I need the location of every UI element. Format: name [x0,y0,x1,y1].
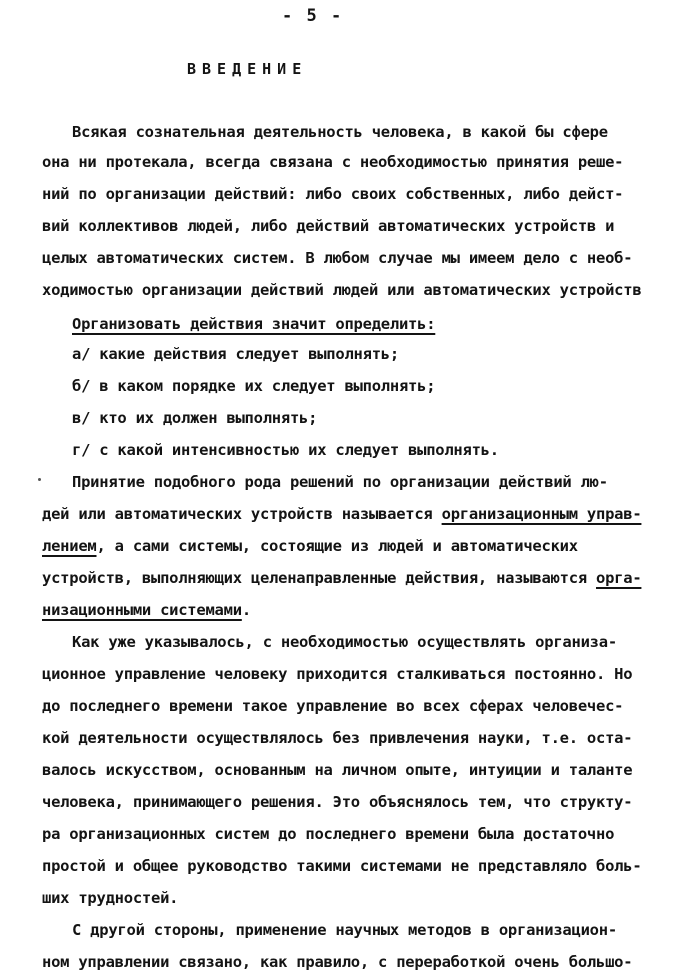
text-segment: дей или автоматических устройств называется [42,505,442,523]
text-line: ходимостью организации действий людей или автоматических устройств [42,281,642,299]
text-line [42,568,641,588]
text-line: целых автоматических систем. В любом случае мы имеем дело с необ- [42,249,633,267]
term-organizational-management: организационным управ- [441,505,642,523]
text-line: Как уже указывалось, с необходимостью осуществлять организа- [72,633,617,651]
text-line: ших трудностей. [42,889,179,907]
text-line: ционное управление человеку приходится сталкиваться постоянно. Но [42,665,633,683]
text-segment: устройств, выполняющих целенаправленные действия, называются [42,569,596,587]
list-intro: Организовать действия значит определить: [72,315,436,333]
text-line: простой и общее руководство такими системами не представляло боль- [42,857,642,875]
text-segment: . [241,601,251,619]
text-line: валось искусством, основанным на личном опыте, интуиции и таланте [42,761,633,779]
term-organizational-management-end: лением [42,537,97,555]
text-line: человека, принимающего решения. Это объяснялось тем, что структу- [42,793,633,811]
text-line: С другой стороны, применение научных методов в организацион- [72,921,617,939]
list-item: г/ с какой интенсивностью их следует выполнять. [72,441,499,459]
text-segment: , а сами системы, состоящие из людей и автоматических [96,537,578,555]
text-line [42,504,641,524]
term-organizational-systems: орга- [596,569,642,587]
text-line [42,600,251,620]
text-line: Принятие подобного рода решений по организации действий лю- [72,473,608,491]
list-item: а/ какие действия следует выполнять; [72,345,399,363]
text-line: ном управлении связано, как правило, с переработкой очень большо- [42,953,633,971]
section-heading: ВВЕДЕНИЕ [187,60,308,78]
text-line: вий коллективов людей, либо действий автоматических устройств и [42,217,615,235]
text-line: Всякая сознательная деятельность человека, в какой бы сфере [72,123,608,141]
list-item: в/ кто их должен выполнять; [72,409,318,427]
text-line: она ни протекала, всегда связана с необходимостью принятия реше- [42,153,624,171]
text-line: ний по организации действий: либо своих собственных, либо дейст- [42,185,624,203]
text-line: до последнего времени такое управление во всех сферах человечес- [42,697,624,715]
list-item: б/ в каком порядке их следует выполнять; [72,377,436,395]
text-line: кой деятельности осуществлялось без привлечения науки, т.е. оста- [42,729,633,747]
text-line: ра организационных систем до последнего времени была достаточно [42,825,615,843]
term-organizational-systems-end: низационными системами [42,601,242,619]
page-number: - 5 - [282,6,344,26]
scan-speck [38,478,41,481]
text-line [42,536,578,556]
